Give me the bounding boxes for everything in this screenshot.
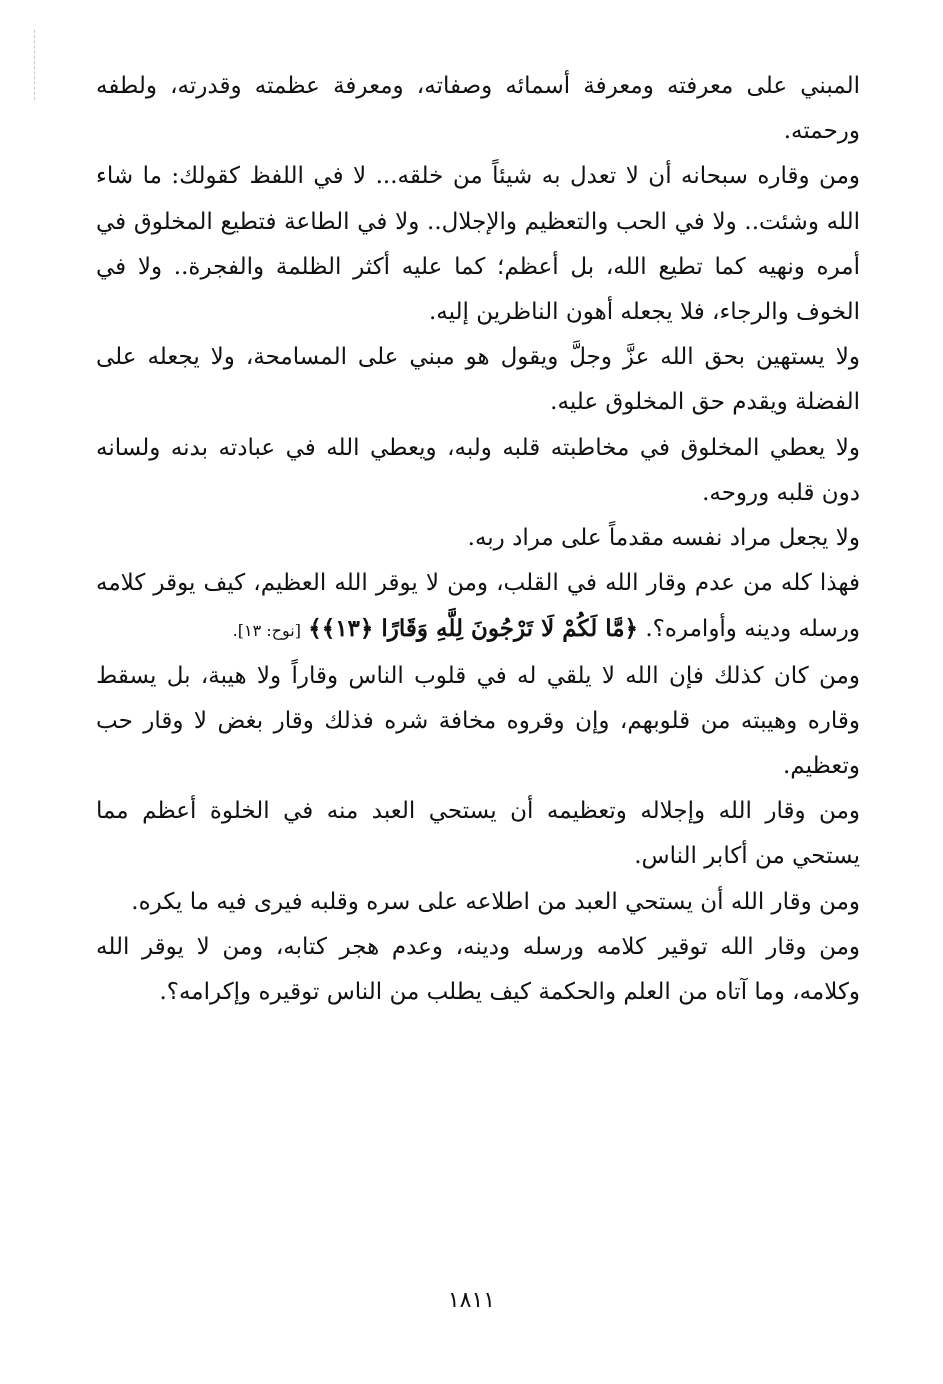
- paragraph-quote: [96, 561, 860, 653]
- paragraph-8: ومن وقار الله وإجلاله وتعظيمه أن يستحي العبد منه في الخلوة أعظم مما يستحي من أكابر الناس.: [96, 798, 860, 870]
- paragraph-7: ومن كان كذلك فإن الله لا يلقي له في قلوب الناس وقاراً ولا هيبة، بل يسقط وقاره وهيبته من قلوبهم، وإن وقروه مخافة شره فذلك وقار بغض لا وقار حب وتعظيم.: [96, 662, 860, 780]
- quote-lead-text: فهذا كله من عدم وقار الله في القلب، ومن لا يوقر الله العظيم، كيف يوقر كلامه ورسله ودينه وأوامره؟.: [96, 570, 860, 643]
- page-edge-line: [34, 30, 36, 100]
- quran-verse: ﴿مَّا لَكُمْ لَا تَرْجُونَ لِلَّهِ وَقَارًا ﴿١٣﴾﴾: [308, 615, 639, 643]
- paragraph-4: ولا يعطي المخلوق في مخاطبته قلبه ولبه، ويعطي الله في عبادته بدنه ولسانه دون قلبه وروحه.: [96, 434, 860, 506]
- paragraph-2: ومن وقاره سبحانه أن لا تعدل به شيئاً من خلقه... لا في اللفظ كقولك: ما شاء الله وشئت.. ولا في الحب والتعظيم والإجلال.. ولا في الطاعة فتطيع المخلوق في أمره ونهيه كما تطيع الله، بل أعظم؛ كما عليه أكثر الظلمة والفجرة.. ولا في الخوف والرجاء، فلا يجعله أهون الناظرين إليه.: [96, 163, 860, 326]
- verse-reference: [نوح: ١٣].: [232, 621, 301, 641]
- paragraph-3: ولا يستهين بحق الله عزَّ وجلَّ ويقول هو مبني على المسامحة، ولا يجعله على الفضلة ويقدم حق المخلوق عليه.: [96, 344, 860, 416]
- paragraph-10: ومن وقار الله توقير كلامه ورسله ودينه، وعدم هجر كتابه، ومن لا يوقر الله وكلامه، وما آتاه من العلم والحكمة كيف يطلب من الناس توقيره وإكرامه؟.: [96, 933, 860, 1006]
- paragraph-1: المبني على معرفته ومعرفة أسمائه وصفاته، ومعرفة عظمته وقدرته، ولطفه ورحمته.: [96, 73, 860, 145]
- body-text: [96, 64, 860, 1015]
- paragraph-9: ومن وقار الله أن يستحي العبد من اطلاعه على سره وقلبه فيرى فيه ما يكره.: [131, 888, 860, 915]
- paragraph-5: ولا يجعل مراد نفسه مقدماً على مراد ربه.: [467, 525, 860, 552]
- page-number: ١٨١١: [447, 1288, 496, 1313]
